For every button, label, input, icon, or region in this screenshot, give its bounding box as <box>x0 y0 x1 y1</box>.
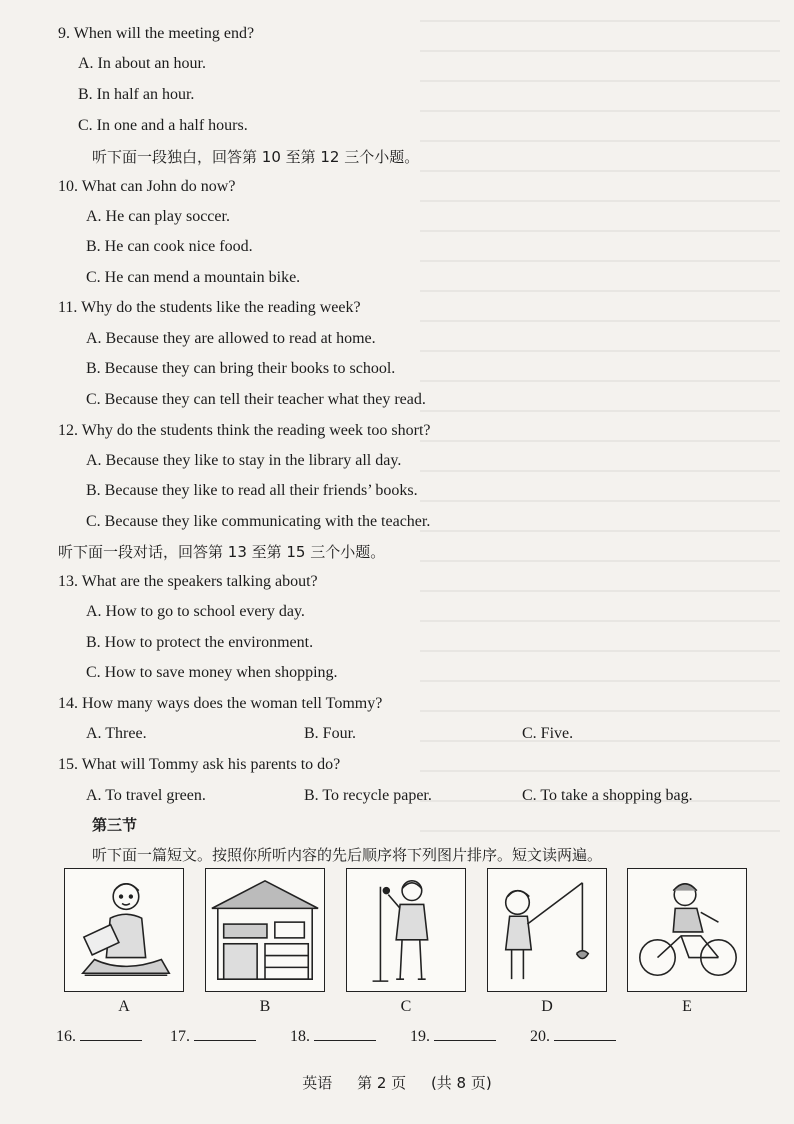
answer-blank-17[interactable]: 17. <box>170 1026 256 1046</box>
show-through-background <box>420 20 780 840</box>
q13-option-c: C. How to save money when shopping. <box>86 664 338 681</box>
boy-cycling-icon <box>628 869 746 991</box>
picture-label-e: E <box>682 998 692 1015</box>
answer-blank-16[interactable]: 16. <box>56 1026 142 1046</box>
page-footer <box>0 1072 794 1093</box>
q10-option-a: A. He can play soccer. <box>86 208 230 225</box>
answer-blank-19[interactable]: 19. <box>410 1026 496 1046</box>
question-15: 15. What will Tommy ask his parents to do? <box>58 756 341 773</box>
answer-blank-20[interactable]: 20. <box>530 1026 616 1046</box>
q9-option-a: A. In about an hour. <box>78 55 206 72</box>
shop-building-icon <box>206 869 324 991</box>
q15-option-c: C. To take a shopping bag. <box>522 787 693 804</box>
picture-label-a: A <box>118 998 130 1015</box>
q13-option-a: A. How to go to school every day. <box>86 603 305 620</box>
question-10: 10. What can John do now? <box>58 178 236 195</box>
picture-c <box>346 868 466 992</box>
question-12: 12. Why do the students think the reading week too short? <box>58 422 431 439</box>
picture-e <box>627 868 747 992</box>
picture-label-c: C <box>400 998 412 1015</box>
q13-option-b: B. How to protect the environment. <box>86 634 314 651</box>
picture-label-d: D <box>541 998 553 1015</box>
q11-option-a: A. Because they are allowed to read at home. <box>86 330 376 347</box>
q11-option-b: B. Because they can bring their books to school. <box>86 360 396 377</box>
q12-option-a: A. Because they like to stay in the library all day. <box>86 452 402 469</box>
picture-b <box>205 868 325 992</box>
picture-d <box>487 868 607 992</box>
picture-a <box>64 868 184 992</box>
question-13: 13. What are the speakers talking about? <box>58 573 318 590</box>
footer-total: (共 8 页) <box>430 1074 492 1092</box>
q15-option-b: B. To recycle paper. <box>304 787 432 804</box>
q9-option-b: B. In half an hour. <box>78 86 195 103</box>
question-9: 9. When will the meeting end? <box>58 25 255 42</box>
answer-blank-18[interactable]: 18. <box>290 1026 376 1046</box>
q12-option-c: C. Because they like communicating with the teacher. <box>86 513 431 530</box>
q9-option-c: C. In one and a half hours. <box>78 117 248 134</box>
instruction-q13-15: 听下面一段对话，回答第 13 至第 15 三个小题。 <box>58 543 386 561</box>
q14-option-a: A. Three. <box>86 725 147 742</box>
q12-option-b: B. Because they like to read all their friends’ books. <box>86 482 418 499</box>
q15-option-a: A. To travel green. <box>86 787 206 804</box>
boy-with-laptop-icon <box>65 869 183 991</box>
q14-option-c: C. Five. <box>522 725 574 742</box>
q10-option-b: B. He can cook nice food. <box>86 238 253 255</box>
question-14: 14. How many ways does the woman tell Tommy? <box>58 695 383 712</box>
q11-option-c: C. Because they can tell their teacher what they read. <box>86 391 426 408</box>
footer-subject: 英语 <box>302 1074 333 1092</box>
q14-option-b: B. Four. <box>304 725 357 742</box>
q10-option-c: C. He can mend a mountain bike. <box>86 269 301 286</box>
boy-fishing-icon <box>488 869 606 991</box>
boy-singing-microphone-icon <box>347 869 465 991</box>
instruction-q10-12: 听下面一段独白，回答第 10 至第 12 三个小题。 <box>92 148 420 166</box>
section-3-instruction: 听下面一篇短文。按照你所听内容的先后顺序将下列图片排序。短文读两遍。 <box>92 846 603 864</box>
footer-page: 第 2 页 <box>357 1074 407 1092</box>
question-11: 11. Why do the students like the reading week? <box>58 299 361 316</box>
picture-label-b: B <box>259 998 271 1015</box>
section-3-heading: 第三节 <box>92 816 138 834</box>
